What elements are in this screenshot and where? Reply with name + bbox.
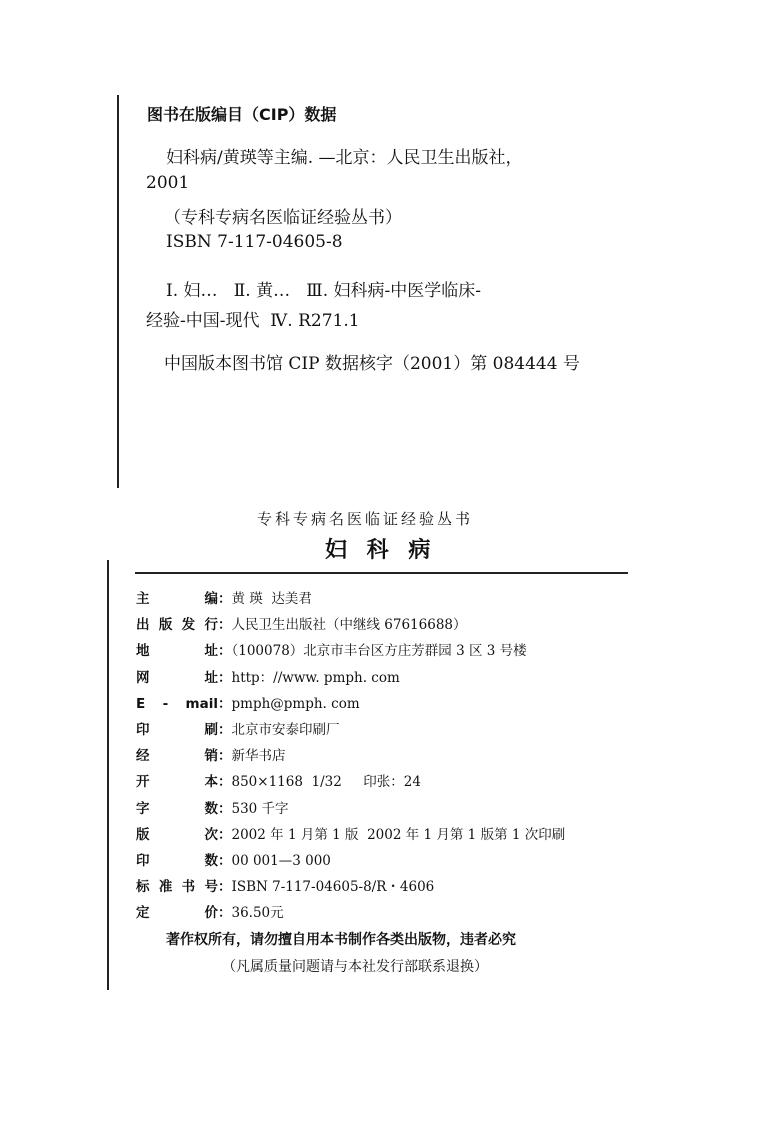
colophon-value: 黄 瑛 达美君 [231, 591, 312, 607]
colophon-row [136, 901, 284, 921]
colon: ： [218, 826, 232, 843]
cip-line: Ⅰ. 妇… Ⅱ. 黄… Ⅲ. 妇科病-中医学临床- [166, 281, 481, 301]
copyright-notice: 著作权所有，请勿擅自用本书制作各类出版物，违者必究 [166, 932, 516, 948]
colophon-row [136, 639, 527, 659]
colon: ： [218, 905, 232, 922]
series-title: 专科专病名医临证经验丛书 [257, 510, 474, 528]
colophon-label: 主编 [136, 591, 218, 607]
divider [135, 572, 628, 574]
colophon-label: 印数 [136, 853, 218, 869]
colon: ： [218, 853, 232, 869]
colon: ： [218, 800, 232, 817]
colophon-value: pmph@pmph. com [231, 695, 360, 712]
colophon-label: 定价 [136, 905, 218, 922]
returns-notice: （凡属质量问题请与本社发行部联系退换） [222, 959, 488, 975]
colophon-row [136, 718, 340, 738]
colophon-value: 北京市安泰印刷厂 [231, 722, 340, 738]
cip-line: ISBN 7-117-04605-8 [166, 232, 343, 252]
colon: ： [218, 774, 232, 791]
colophon-value: 850×1168 1/32 印张：24 [231, 774, 421, 791]
colophon-label: 出版发行 [136, 617, 218, 634]
colophon-row [136, 666, 400, 686]
colophon-label: 标准书号 [136, 879, 218, 896]
colophon-label: E - mail [136, 695, 218, 712]
colophon-value: http：//www. pmph. com [231, 669, 400, 686]
colophon-label: 开本 [136, 774, 218, 791]
colon: ： [218, 617, 232, 634]
colon: ： [218, 591, 232, 607]
colophon-row [136, 744, 286, 764]
colon: ： [218, 695, 232, 712]
cip-line: 经验-中国-现代 Ⅳ. R271.1 [146, 311, 360, 331]
colophon-row [136, 613, 467, 633]
colophon-value: 人民卫生出版社（中继线 67616688） [231, 617, 467, 634]
colophon-label: 版次 [136, 826, 218, 843]
colophon-value: ISBN 7-117-04605-8/R・4606 [231, 879, 435, 896]
colophon-label: 印刷 [136, 722, 218, 738]
cip-line: （专科专病名医临证经验丛书） [164, 208, 402, 228]
colophon-row [136, 692, 360, 712]
colophon-value: 36.50元 [231, 905, 284, 922]
left-border-line-top [117, 95, 119, 488]
colophon-label: 地址 [136, 643, 218, 660]
colophon-value: 新华书店 [231, 748, 286, 765]
colophon-value: 2002 年 1 月第 1 版 2002 年 1 月第 1 版第 1 次印刷 [231, 826, 566, 843]
colon: ： [218, 643, 232, 660]
colophon-row [136, 587, 312, 607]
cip-heading: 图书在版编目（CIP）数据 [147, 105, 337, 124]
colophon-row [136, 823, 565, 843]
colophon-row [136, 875, 434, 895]
colophon-value: （100078）北京市丰台区方庄芳群园 3 区 3 号楼 [231, 643, 527, 660]
colophon-row [136, 770, 421, 790]
colon: ： [218, 879, 232, 896]
colon: ： [218, 669, 232, 686]
colophon-label: 字数 [136, 800, 218, 817]
colon: ： [218, 748, 232, 765]
left-border-line-bottom [107, 560, 109, 990]
colophon-value: 00 001—3 000 [231, 853, 331, 869]
colophon-label: 网址 [136, 669, 218, 686]
colophon-row [136, 797, 289, 817]
colophon-label: 经销 [136, 748, 218, 765]
cip-line: 中国版本图书馆 CIP 数据核字（2001）第 084444 号 [164, 354, 580, 374]
colophon-row [136, 849, 331, 869]
colon: ： [218, 722, 232, 738]
colophon-value: 530 千字 [231, 800, 289, 817]
cip-line: 2001 [146, 173, 190, 193]
book-title: 妇 科 病 [325, 538, 437, 563]
cip-line: 妇科病/黄瑛等主编. —北京：人民卫生出版社， [166, 148, 523, 168]
